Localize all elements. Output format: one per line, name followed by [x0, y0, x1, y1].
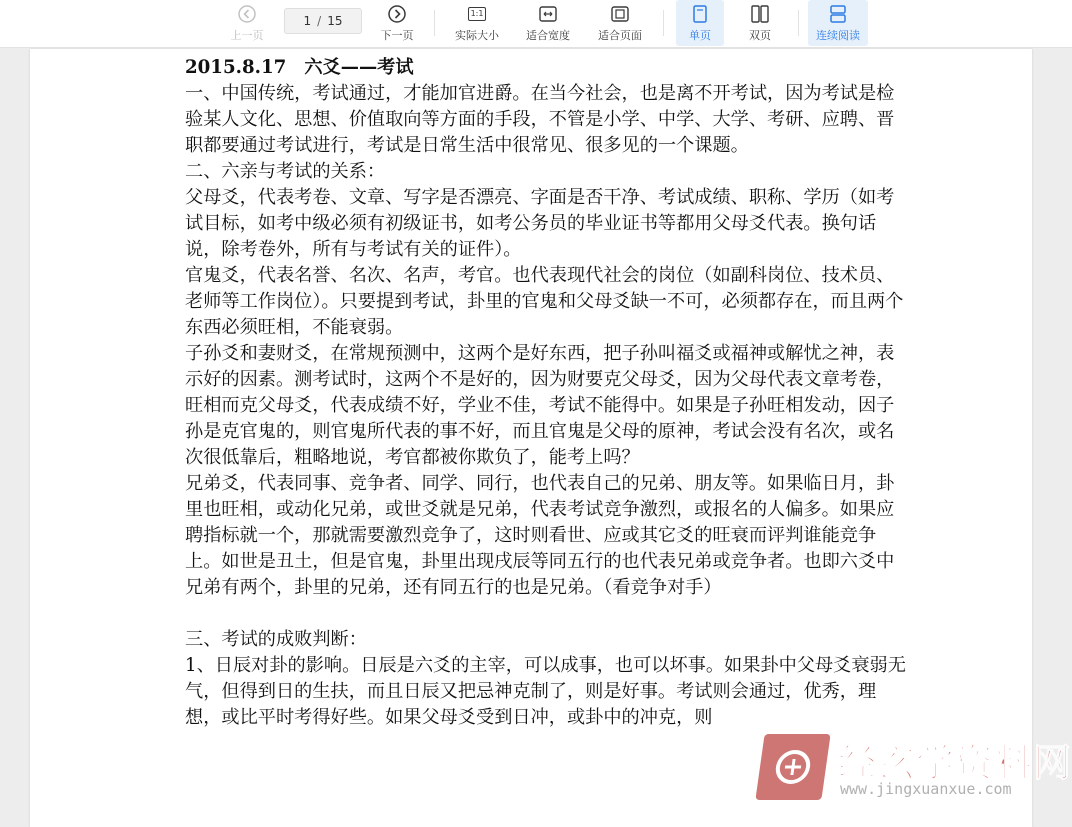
fit-width-button[interactable] [520, 0, 576, 46]
page-number-box[interactable] [284, 8, 362, 34]
toolbar-divider [663, 10, 664, 36]
blank-line [185, 601, 910, 627]
section-heading: 二、六亲与考试的关系： [185, 161, 386, 182]
fit-width-icon [537, 3, 559, 25]
fit-page-icon [609, 3, 631, 25]
chevron-right-circle-icon [386, 3, 408, 25]
prev-page-button[interactable] [224, 0, 270, 46]
single-page-button[interactable] [676, 0, 724, 46]
site-watermark [760, 730, 1072, 820]
paragraph: 子孙爻和妻财爻，在常规预测中，这两个是好东西，把子孙叫福爻或福神或解忧之神，表示好的因素。测考试时，这两个不是好的，因为财要克父母爻，因为父母代表文章考卷，旺相而克父母爻，代表成绩不好，学业不佳，考试不能得中。如果是子孙旺相发动，因子孙是克官鬼的，则官鬼所代表的事不好，而且官鬼是父母的原神，考试会没有名次，或名次很低靠后，粗略地说，考官都被你欺负了，能考上吗？ [185, 343, 895, 468]
actual-size-button[interactable] [448, 0, 506, 46]
paragraph: 官鬼爻，代表名誉、名次、名声，考官。也代表现代社会的岗位（如副科岗位、技术员、老师等工作岗位）。只要提到考试，卦里的官鬼和父母爻缺一不可，必须都存在，而且两个东西必须旺相，不能衰弱。 [185, 265, 904, 338]
next-page-button[interactable] [374, 0, 420, 46]
prev-page-label: 上一页 [230, 29, 264, 42]
toolbar-divider [434, 10, 435, 36]
document-body [185, 55, 910, 731]
continuous-reading-button[interactable] [808, 0, 868, 46]
fit-page-label: 适合页面 [598, 29, 642, 42]
paragraph: 一、中国传统，考试通过，才能加官进爵。在当今社会，也是离不开考试，因为考试是检验某人文化、思想、价值取向等方面的手段，不管是小学、中学、大学、考研、应聘、晋职都要通过考试进行，考试是日常生活中很常见、很多见的一个课题。 [185, 83, 895, 156]
watermark-url: www.jingxuanxue.com [840, 780, 1012, 798]
double-page-icon [749, 3, 771, 25]
actual-size-label: 实际大小 [455, 29, 499, 42]
continuous-reading-label: 连续阅读 [816, 29, 860, 42]
document-page [30, 49, 1032, 827]
paragraph: 父母爻，代表考卷、文章、写字是否漂亮、字面是否干净、考试成绩、职称、学历（如考试目标，如考中级必须有初级证书，如考公务员的毕业证书等都用父母爻代表。换句话说，除考卷外，所有与考试有关的证件）。 [185, 187, 895, 260]
page-separator: / [317, 14, 322, 28]
section-heading: 三、考试的成败判断： [185, 629, 367, 650]
toolbar [0, 0, 1072, 48]
paragraph: 兄弟爻，代表同事、竞争者、同学、同行，也代表自己的兄弟、朋友等。如果临日月，卦里也旺相，或动化兄弟，或世爻就是兄弟，代表考试竞争激烈，或报名的人偏多。如果应聘指标就一个，那就需要激烈竞争了，这时则看世、应或其它爻的旺衰而评判谁能竞争上。如世是丑土，但是官鬼，卦里出现戌辰等同五行的也代表兄弟或竞争者。也即六爻中兄弟有两个，卦里的兄弟，还有同五行的也是兄弟。（看竞争对手） [185, 473, 895, 598]
current-page-input[interactable]: 1 [303, 14, 312, 28]
next-page-label: 下一页 [380, 29, 414, 42]
fit-width-label: 适合宽度 [526, 29, 570, 42]
total-pages: 15 [327, 14, 343, 28]
watermark-title: 经玄学资料网 [838, 741, 1072, 785]
paragraph: 1、日辰对卦的影响。日辰是六爻的主宰，可以成事，也可以坏事。如果卦中父母爻衰弱无气，但得到日的生扶，而且日辰又把忌神克制了，则是好事。考试则会通过，优秀，理想，或比平时考得好些。如果父母爻受到日冲，或卦中的冲克，则 [185, 655, 906, 728]
double-page-label: 双页 [749, 29, 771, 42]
toolbar-divider [798, 10, 799, 36]
actual-size-icon: 1:1 [466, 3, 488, 25]
double-page-button[interactable] [736, 0, 784, 46]
fit-page-button[interactable] [592, 0, 648, 46]
watermark-logo-icon [755, 734, 830, 800]
single-page-icon [689, 3, 711, 25]
chevron-left-circle-icon [236, 3, 258, 25]
continuous-scroll-icon [827, 3, 849, 25]
document-title: 2015.8.17 六爻——考试 [185, 57, 414, 78]
single-page-label: 单页 [689, 29, 711, 42]
